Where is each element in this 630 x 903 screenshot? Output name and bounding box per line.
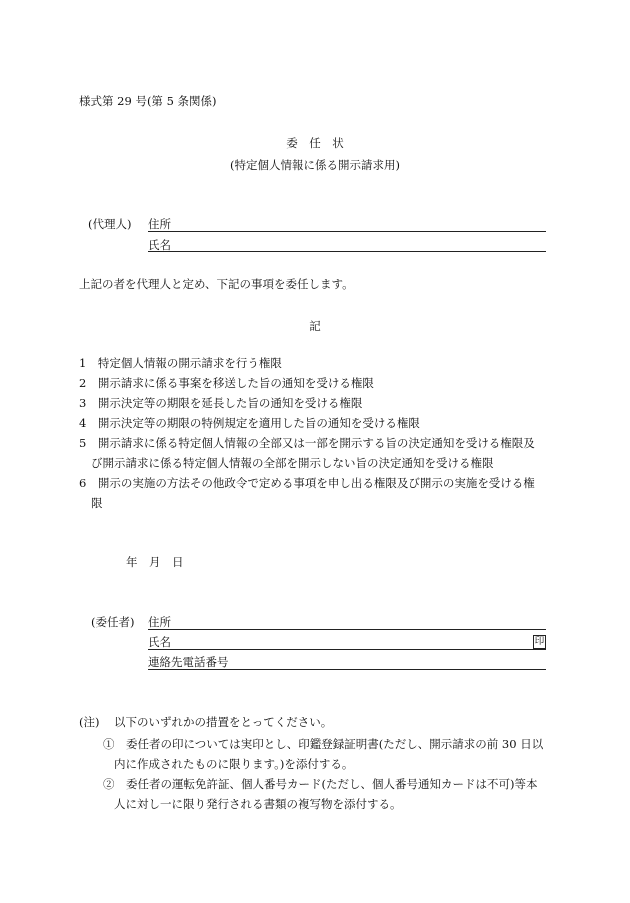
list-item-continuation: 限 [91,496,103,510]
note-line: 人に対し一に限り発行される書類の複写物を添付する。 [114,797,402,811]
page-title: 委 任 状 [286,136,344,150]
notes-intro: 以下のいずれかの措置をとってください。 [114,715,333,729]
principal-phone-label: 連絡先電話番号 [148,655,229,669]
form-number: 様式第 29 号(第 5 条関係) [79,94,217,108]
list-item: 2 開示請求に係る事案を移送した旨の通知を受ける権限 [79,376,374,390]
list-item: 5 開示請求に係る特定個人情報の全部又は一部を開示する旨の決定通知を受ける権限及 [79,436,535,450]
note-line: ① 委任者の印については実印とし、印鑑登録証明書(ただし、開示請求の前 30 日以 [103,737,544,751]
page-subtitle: (特定個人情報に係る開示請求用) [230,158,400,172]
principal-name-label: 氏名 [148,635,171,649]
ki-heading: 記 [309,319,321,333]
principal-address-label: 住所 [148,615,171,629]
agent-address-field[interactable] [148,231,546,232]
list-item: 6 開示の実施の方法その他政令で定める事項を申し出る権限及び開示の実施を受ける権 [79,476,535,490]
agent-address-label: 住所 [148,217,171,231]
principal-address-field[interactable] [148,629,546,630]
list-item-continuation: び開示請求に係る特定個人情報の全部を開示しない旨の決定通知を受ける権限 [91,456,494,470]
agent-name-label: 氏名 [148,238,171,252]
date-line: 年 月 日 [126,555,184,569]
seal-mark: 印 [534,636,545,647]
principal-label: (委任者) [91,615,135,629]
notes-label: (注) [79,715,100,729]
note-line: ② 委任者の運転免許証、個人番号カード(ただし、個人番号通知カードは不可)等本 [103,777,538,791]
principal-name-field[interactable] [148,649,546,650]
intro-text: 上記の者を代理人と定め、下記の事項を委任します。 [79,277,354,291]
note-line: 内に作成されたものに限ります。)を添付する。 [114,757,354,771]
list-item: 3 開示決定等の期限を延長した旨の通知を受ける権限 [79,396,363,410]
agent-label: (代理人) [88,217,132,231]
principal-phone-field[interactable] [148,669,546,670]
agent-name-field[interactable] [148,251,546,252]
list-item: 1 特定個人情報の開示請求を行う権限 [79,356,282,370]
list-item: 4 開示決定等の期限の特例規定を適用した旨の通知を受ける権限 [79,416,420,430]
